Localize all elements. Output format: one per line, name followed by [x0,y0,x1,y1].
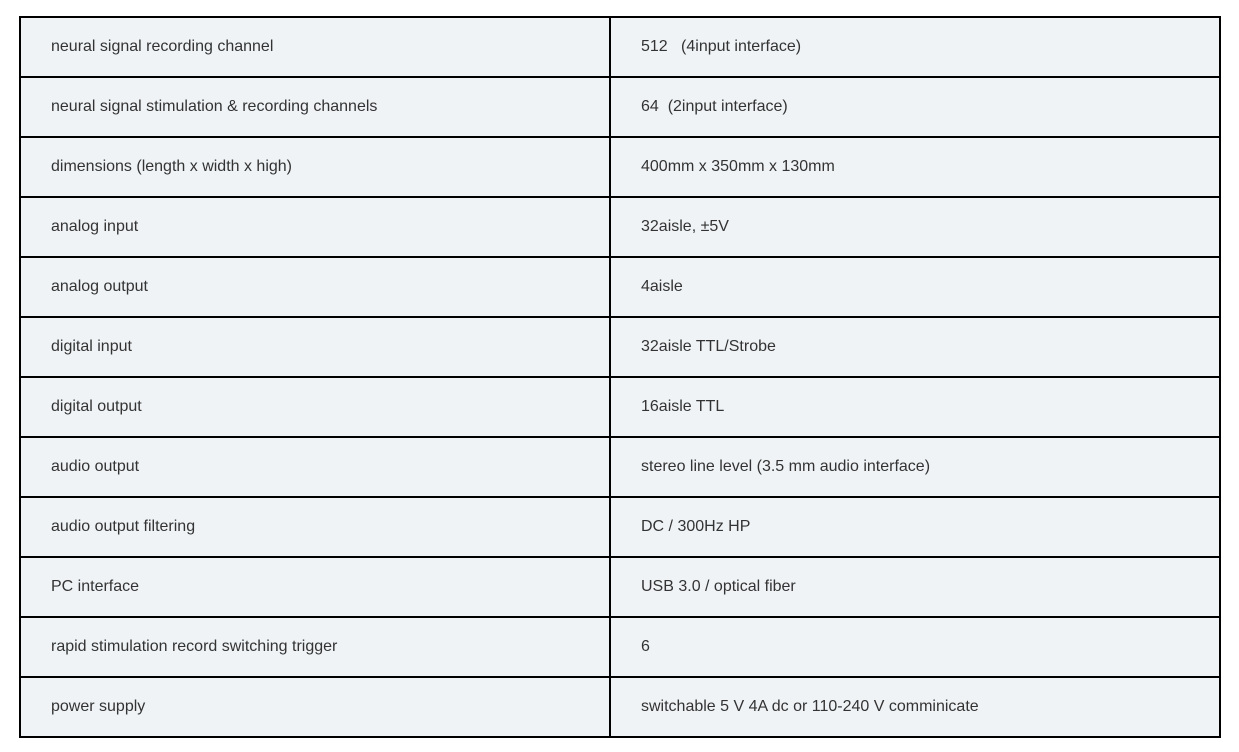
spec-label: dimensions (length x width x high) [20,137,610,197]
spec-label: digital output [20,377,610,437]
spec-value: 6 [610,617,1220,677]
spec-value: switchable 5 V 4A dc or 110-240 V comminicate [610,677,1220,737]
spec-value: DC / 300Hz HP [610,497,1220,557]
spec-label: neural signal recording channel [20,17,610,77]
spec-value: 512 (4input interface) [610,17,1220,77]
spec-label: power supply [20,677,610,737]
spec-label: analog input [20,197,610,257]
spec-table [19,16,1221,738]
spec-label: analog output [20,257,610,317]
spec-value: 4aisle [610,257,1220,317]
table-row [20,257,1220,317]
table-row [20,437,1220,497]
table-row [20,677,1220,737]
spec-value: 400mm x 350mm x 130mm [610,137,1220,197]
table-row [20,317,1220,377]
table-row [20,557,1220,617]
spec-label: audio output filtering [20,497,610,557]
table-row [20,497,1220,557]
spec-value: 32aisle, ±5V [610,197,1220,257]
spec-value: 16aisle TTL [610,377,1220,437]
spec-value: stereo line level (3.5 mm audio interface) [610,437,1220,497]
table-row [20,17,1220,77]
spec-label: neural signal stimulation & recording channels [20,77,610,137]
spec-label: audio output [20,437,610,497]
spec-value: 32aisle TTL/Strobe [610,317,1220,377]
spec-label: PC interface [20,557,610,617]
table-row [20,617,1220,677]
table-row [20,377,1220,437]
table-row [20,137,1220,197]
spec-value: USB 3.0 / optical fiber [610,557,1220,617]
spec-label: digital input [20,317,610,377]
spec-value: 64 (2input interface) [610,77,1220,137]
table-row [20,77,1220,137]
table-row [20,197,1220,257]
spec-label: rapid stimulation record switching trigger [20,617,610,677]
